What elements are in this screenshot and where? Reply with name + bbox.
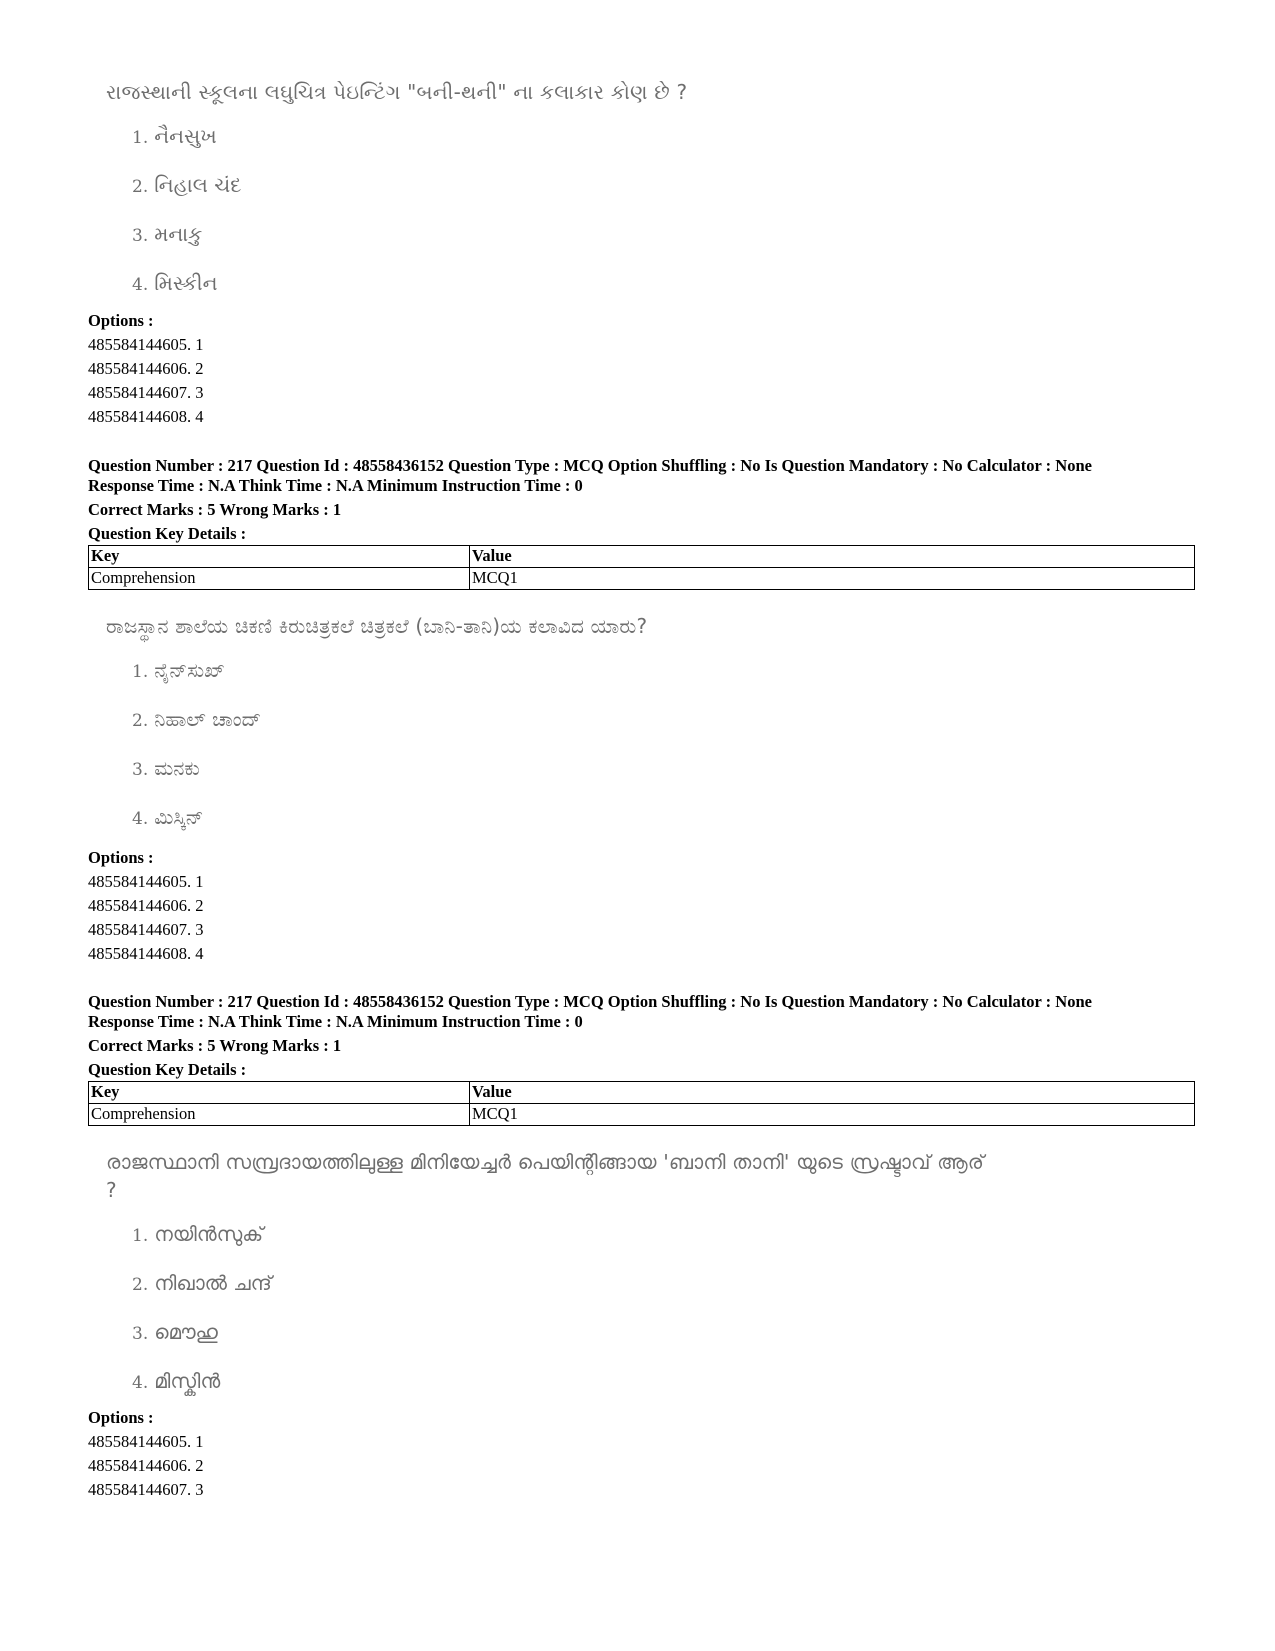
table-row	[89, 1104, 1195, 1126]
question-meta	[88, 992, 1188, 1080]
question-option: 4. મિસ્કીન	[132, 271, 218, 295]
question-option: 3. મનાકુ	[132, 222, 203, 246]
question-stem: രാജസ്ഥാനി സമ്പ്രദായത്തിലുള്ള മിനിയേച്ചർ പെയിന്റിങ്ങായ 'ബാനി താനി' യുടെ സ്രഷ്ടാവ് ആര് ?	[106, 1150, 985, 1202]
question-option: 4. മിസ്കിൻ	[132, 1369, 221, 1393]
question-option: 2. ನಿಹಾಲ್ ಚಾಂದ್	[132, 707, 262, 731]
question-option: 2. નિહાલ ચંદ	[132, 173, 242, 197]
question-option: 1. નૈનસુખ	[132, 124, 217, 148]
option-id-line: 485584144608. 4	[88, 944, 204, 963]
option-id-line: 485584144606. 2	[88, 896, 204, 915]
table-row	[89, 568, 1195, 590]
question-option: 2. നിഖാൽ ചന്ദ്	[132, 1271, 272, 1295]
marks-line: Correct Marks : 5 Wrong Marks : 1	[88, 1036, 342, 1055]
question-option: 1. ನೈನ್‌ಸುಖ್	[132, 658, 226, 682]
question-meta	[88, 456, 1188, 544]
option-id-line: 485584144606. 2	[88, 1456, 204, 1475]
question-meta-line: Response Time : N.A Think Time : N.A Minimum Instruction Time : 0	[88, 476, 583, 495]
option-id-line: 485584144608. 4	[88, 407, 204, 426]
option-id-line: 485584144607. 3	[88, 920, 204, 939]
table-header: Key	[89, 546, 470, 568]
key-details-table	[88, 1081, 1195, 1126]
table-cell: MCQ1	[470, 1104, 1195, 1126]
option-id-line: 485584144605. 1	[88, 335, 204, 354]
options-title: Options :	[88, 1408, 154, 1427]
table-cell: Comprehension	[89, 568, 470, 590]
option-id-line: 485584144606. 2	[88, 359, 204, 378]
table-header: Key	[89, 1082, 470, 1104]
option-id-line: 485584144607. 3	[88, 383, 204, 402]
question-stem: ರಾಜಸ್ಥಾನ ಶಾಲೆಯ ಚಿಕಣಿ ಕಿರುಚಿತ್ರಕಲೆ ಚಿತ್ರಕಲೆ (ಬಾನಿ-ತಾನಿ)ಯ ಕಲಾವಿದ ಯಾರು?	[106, 614, 648, 638]
option-id-line: 485584144605. 1	[88, 1432, 204, 1451]
question-option: 1. നയിൻസുക്	[132, 1222, 264, 1246]
question-option: 3. മൌഹു	[132, 1320, 218, 1344]
question-stem: રાજસ્થાની સ્કૂલના લઘુચિત્ર પેઇન્ટિંગ "બની-થની" ના કલાકાર કોણ છે ?	[106, 80, 688, 104]
key-details-table	[88, 545, 1195, 590]
question-option: 3. ಮನಕು	[132, 756, 200, 780]
options-list	[88, 1406, 204, 1502]
question-image-malayalam	[106, 1148, 986, 1416]
question-image-kannada	[106, 612, 647, 852]
key-details-title: Question Key Details :	[88, 524, 247, 543]
option-id-line: 485584144605. 1	[88, 872, 204, 891]
options-title: Options :	[88, 848, 154, 867]
question-meta-line: Question Number : 217 Question Id : 48558436152 Question Type : MCQ Option Shuffling : No Is Question Mandatory : No Calculator : None	[88, 456, 1092, 475]
question-option: 4. ಮಿಸ್ಕಿನ್	[132, 805, 204, 829]
option-id-line: 485584144607. 3	[88, 1480, 204, 1499]
options-title: Options :	[88, 311, 154, 330]
options-list	[88, 309, 204, 429]
question-image-gujarati	[106, 78, 687, 318]
key-details-title: Question Key Details :	[88, 1060, 247, 1079]
table-header: Value	[470, 1082, 1195, 1104]
table-header: Value	[470, 546, 1195, 568]
question-meta-line: Response Time : N.A Think Time : N.A Minimum Instruction Time : 0	[88, 1012, 583, 1031]
marks-line: Correct Marks : 5 Wrong Marks : 1	[88, 500, 342, 519]
table-cell: Comprehension	[89, 1104, 470, 1126]
options-list	[88, 846, 204, 966]
table-cell: MCQ1	[470, 568, 1195, 590]
question-meta-line: Question Number : 217 Question Id : 48558436152 Question Type : MCQ Option Shuffling : No Is Question Mandatory : No Calculator : None	[88, 992, 1092, 1011]
